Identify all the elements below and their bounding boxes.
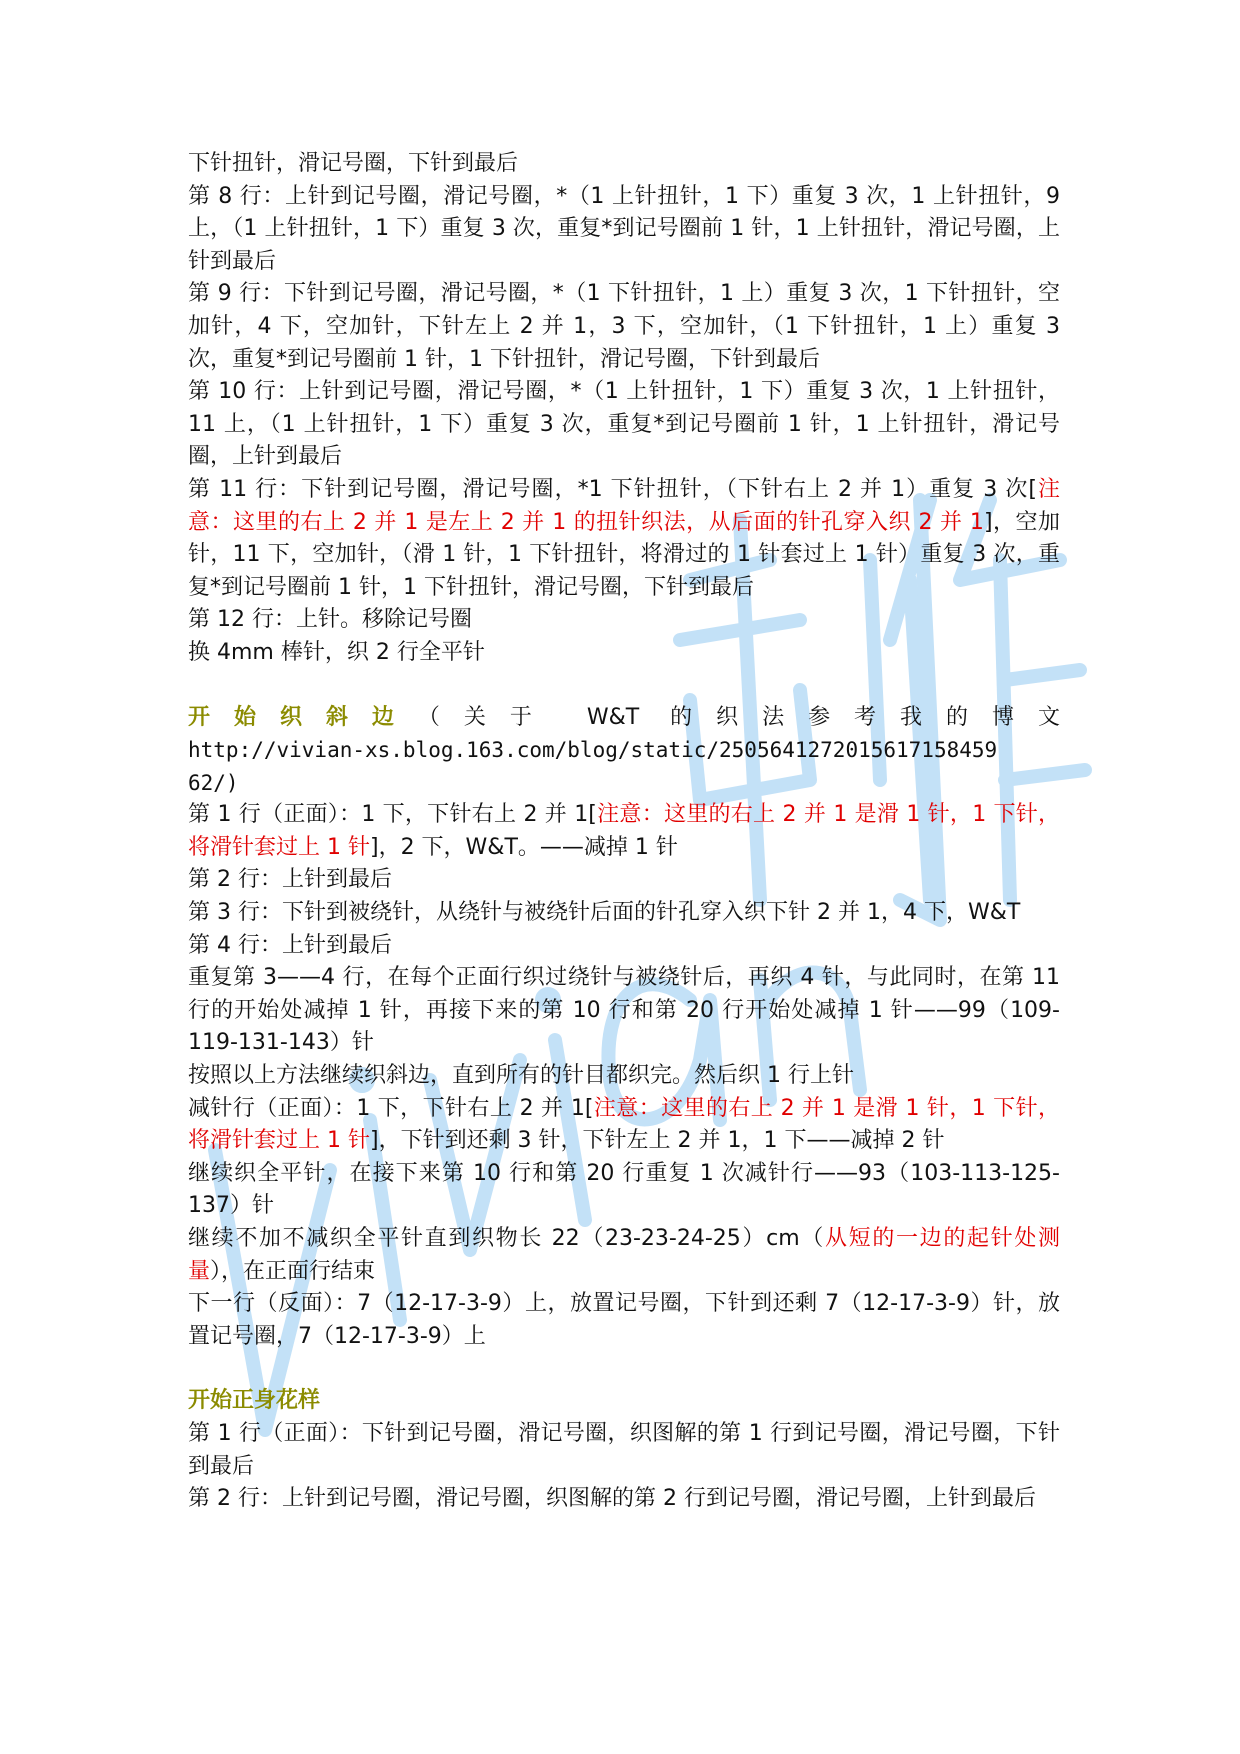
length-start: 继续不加不减织全平针直到织物长 22（23-23-24-25）cm（: [188, 1226, 825, 1251]
text-line: 第 9 行：下针到记号圈，滑记号圈，*（1 下针扭针，1 上）重复 3 次，1 下针扭针，空加针，4 下，空加针，下针左上 2 并 1，3 下，空加针，（1 下针扭针，1 上）重复 3 次，重复*到记号圈前 1 针，1 下针扭针，滑记号圈，下针到最后: [188, 281, 1060, 372]
length-note: 从短的一边的起针处测量: [188, 1226, 1060, 1284]
garter-continue: 继续织全平针，在接下来第 10 行和第 20 行重复 1 次减针行——93（103-113-125-137）针: [188, 1160, 1060, 1219]
bias-row-2: 第 2 行：上针到最后: [188, 867, 392, 893]
decrease-row: [188, 1093, 1060, 1158]
text-line: 下针扭针，滑记号圈，下针到最后: [188, 151, 519, 176]
decrease-row-start: 减针行（正面）：1 下，下针右上 2 并 1[: [188, 1095, 594, 1121]
blog-url: http://vivian-xs.blog.163.com/blog/static/2505641272015617158459 62/): [188, 738, 998, 795]
next-row: 下一行（反面）：7（12-17-3-9）上，放置记号圈，下针到还剩 7（12-17-3-9）针，放置记号圈，7（12-17-3-9）上: [188, 1291, 1060, 1349]
decrease-row-note: 注意：这里的右上 2 并 1 是滑 1 针，1 下针，将滑针套过上 1 针: [188, 1095, 1060, 1154]
body-pattern-heading: 开始正身花样: [188, 1388, 321, 1414]
pattern-text: [188, 148, 1060, 1516]
needle-change: 换 4mm 棒针，织 2 行全平针: [188, 639, 485, 665]
section-gap: [188, 1353, 1060, 1385]
bias-row-1: [188, 799, 1060, 864]
bias-heading: 开始织斜边: [188, 704, 418, 730]
text-line: 第 8 行：上针到记号圈，滑记号圈，*（1 上针扭针，1 下）重复 3 次，1 上针扭针，9 上，（1 上针扭针，1 下）重复 3 次，重复*到记号圈前 1 针，1 上针扭针，滑记号圈，上针到最后: [188, 183, 1060, 274]
bias-continue: 按照以上方法继续织斜边，直到所有的针目都织完。然后织 1 行上针: [188, 1063, 854, 1089]
bias-row-3: 第 3 行：下针到被绕针，从绕针与被绕针后面的针孔穿入织下针 2 并 1，4 下，W&T: [188, 900, 1021, 926]
row-11-note: 注意：这里的右上 2 并 1 是左上 2 并 1 的扭针织法，从后面的针孔穿入织 2 并 1: [188, 476, 1060, 535]
length-end: ），在正面行结束: [210, 1258, 376, 1284]
row-11-end: ]，空加针，11 下，空加针，（滑 1 针，1 下针扭针，将滑过的 1 针套过上 1 针）重复 3 次，重复*到记号圈前 1 针，1 下针扭针，滑记号圈，下针到最后: [188, 509, 1060, 600]
bias-repeat: 重复第 3——4 行，在每个正面行织过绕针与被绕针后，再织 4 针，与此同时，在第 11 行的开始处减掉 1 针，再接下来的第 10 行和第 20 行开始处减掉 1 针——99（109-119-131-143）针: [188, 965, 1060, 1056]
bias-row-1-end: ]，2 下，W&T。——减掉 1 针: [369, 834, 678, 860]
body-row-2: 第 2 行：上针到记号圈，滑记号圈，织图解的第 2 行到记号圈，滑记号圈，上针到最后: [188, 1486, 1036, 1512]
bias-row-4: 第 4 行：上针到最后: [188, 932, 392, 958]
row-11-start: 第 11 行：下针到记号圈，滑记号圈，*1 下针扭针，（下针右上 2 并 1）重复 3 次[: [188, 476, 1037, 502]
bias-heading-line: [188, 702, 1060, 735]
text-line: 第 10 行：上针到记号圈，滑记号圈，*（1 上针扭针，1 下）重复 3 次，1 上针扭针，11 上，（1 上针扭针，1 下）重复 3 次，重复*到记号圈前 1 针，1 上针扭针，滑记号圈，上针到最后: [188, 379, 1060, 470]
length-line: [188, 1223, 1060, 1288]
bias-reference: （关于 W&T 的织法参考我的博文: [417, 704, 1060, 730]
decrease-row-end: ]，下针到还剩 3 针，下针左上 2 并 1，1 下——减掉 2 针: [369, 1128, 945, 1154]
section-gap: [188, 670, 1060, 702]
bias-row-1-note: 注意：这里的右上 2 并 1 是滑 1 针，1 下针，将滑针套过上 1 针: [188, 802, 1060, 860]
row-11: [188, 474, 1060, 604]
bias-row-1-start: 第 1 行（正面）：1 下，下针右上 2 并 1[: [188, 802, 597, 828]
row-12: 第 12 行：上针。移除记号圈: [188, 607, 472, 633]
body-row-1: 第 1 行（正面）：下针到记号圈，滑记号圈，织图解的第 1 行到记号圈，滑记号圈，下针到最后: [188, 1420, 1060, 1479]
